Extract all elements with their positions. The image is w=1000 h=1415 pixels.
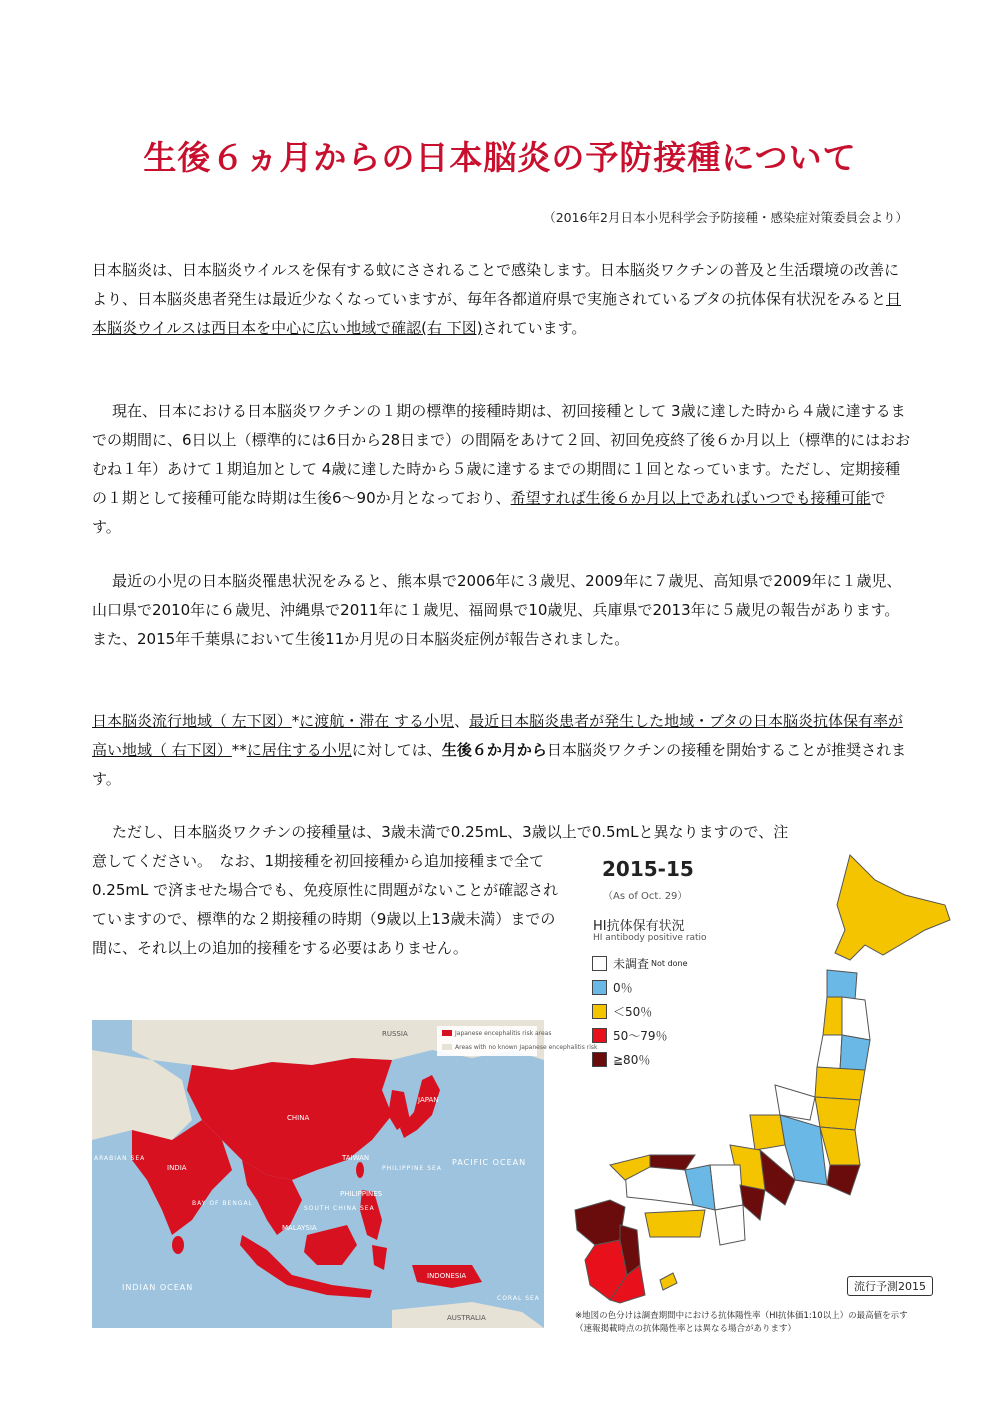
pref-fukushima (815, 1067, 865, 1100)
japan-antibody-map (565, 845, 965, 1350)
rec-underline-4: に居住する小児 (246, 741, 352, 759)
pref-ibaraki (820, 1127, 860, 1165)
paragraph-dose-first-line: ただし、日本脳炎ワクチンの接種量は、3歳未満で0.25mL、3歳以上で0.5mLと異なりますので、注 (112, 823, 789, 841)
srilanka-region (172, 1236, 184, 1254)
paragraph-cases: 最近の小児の日本脳炎罹患状況をみると、熊本県で2006年に３歳児、2009年に７歳児、高知県で2009年に１歳児、山口県で2010年に６歳児、沖縄県で2011年に１歳児、福岡県で10歳児、兵庫県で2013年に５歳児の報告があります。また、2015年千葉県において生後11か月児の日本脳炎症例が報告されました。 (92, 572, 902, 648)
rec-underline-1: 日本脳炎流行地域（ 左下図） (92, 712, 292, 730)
sea-coral: CORAL SEA (497, 1295, 540, 1302)
pref-tochigi (815, 1097, 860, 1130)
label-indonesia: INDONESIA (427, 1272, 467, 1280)
sea-arabian: ARABIAN SEA (94, 1155, 146, 1162)
paragraph-dose: 意してください。 なお、1期接種を初回接種から追加接種まで全て0.25mL で済ませた場合でも、免疫原性に問題がないことが確認されていますので、標準的な２期接種の時期（9歳以上13歳未満）までの間に、それ以上の追加的接種をする必要はありません。 (92, 852, 559, 957)
rec-mark-4: に対しては、 (351, 741, 442, 759)
sea-philippine: PHILIPPINE SEA (382, 1165, 442, 1172)
legend-swatch (592, 1052, 607, 1067)
japan-map-graphic (565, 845, 965, 1305)
pref-hokkaido (835, 855, 950, 960)
legend-swatch (592, 956, 607, 971)
paragraph-intro (92, 256, 912, 343)
legend-small: Not done (651, 959, 688, 968)
schedule-underline: 希望すれば生後６か月以上であればいつでも接種可能 (510, 489, 871, 507)
rec-underline-3: 最近日本脳炎患者が発生した地域・ブタの日本脳炎抗体保有率が高い地域（ 右下図） (92, 712, 904, 759)
rec-mark-1: * (291, 712, 300, 730)
legend-subtitle: HI antibody positive ratio (593, 933, 707, 943)
rec-mark-3: ** (231, 741, 247, 759)
legend-item-lt50 (592, 1003, 652, 1020)
intro-underline: 日本脳炎ウイルスは西日本を中心に広い地域で確認(右 下図) (92, 290, 901, 337)
asia-map-graphic (92, 1020, 598, 1328)
legend-item-not-done (592, 955, 688, 972)
legend-item-ge80 (592, 1051, 650, 1068)
forecast-badge: 流行予測2015 (847, 1276, 933, 1296)
asia-legend-swatch-none (442, 1044, 452, 1050)
label-philippines: PHILIPPINES (340, 1190, 383, 1198)
legend-swatch (592, 1004, 607, 1019)
pref-toyama (750, 1115, 785, 1150)
legend-swatch (592, 1028, 607, 1043)
pref-aomori (827, 970, 857, 1000)
legend-swatch (592, 980, 607, 995)
label-australia: AUSTRALIA (447, 1314, 486, 1322)
pref-akita (823, 997, 842, 1035)
sea-bengal: BAY OF BENGAL (192, 1200, 253, 1207)
intro-end: されています。 (482, 319, 587, 337)
pref-kyoto (710, 1165, 743, 1210)
label-japan: JAPAN (418, 1096, 439, 1104)
pref-miyagi (840, 1035, 870, 1070)
sea-pacific: PACIFIC OCEAN (452, 1158, 527, 1167)
legend-label: ＜50％ (613, 1005, 653, 1019)
rec-mark-2: 、 (454, 712, 470, 730)
schedule-end: です。 (92, 489, 886, 536)
intro-text: 日本脳炎は、日本脳炎ウイルスを保有する蚊にさされることで感染します。日本脳炎ワクチンの普及と生活環境の改善により、日本脳炎患者発生は最近少なくなっていますが、毎年各都道府県で実施されているブタの抗体保有状況をみると (92, 261, 900, 308)
legend-item-0 (592, 979, 633, 996)
pref-niigata (775, 1085, 815, 1120)
paragraph-recommendation (92, 707, 912, 794)
label-china: CHINA (287, 1114, 310, 1122)
taiwan-region (356, 1162, 364, 1178)
asia-legend-risk: Japanese encephalitis risk areas (455, 1030, 552, 1037)
pref-nara (715, 1205, 745, 1245)
legend-label: 0％ (613, 981, 633, 995)
label-india: INDIA (167, 1164, 187, 1172)
label-malaysia: MALAYSIA (282, 1224, 317, 1232)
schedule-text: 現在、日本における日本脳炎ワクチンの１期の標準的接種時期は、初回接種として 3歳に達した時から４歳に達するまでの期間に、6日以上（標準的には6日から28日まで）の間隔をあけて２回、初回免疫終了後６か月以上（標準的にはおおむね１年）あけて１期追加として 4歳に達した時から５歳に達するまでの期間に１回となっています。ただし、定期接種の１期として接種可能な時期は生後6～90か月となっており、 (92, 402, 911, 507)
legend-label: 50～79％ (613, 1029, 668, 1043)
rec-underline-2: に渡航・滞在 する小児 (299, 712, 455, 730)
map-footnote (575, 1310, 965, 1336)
pref-fukuoka (575, 1200, 625, 1245)
pref-iwate (842, 997, 870, 1040)
map-footnote-line-2: （速報掲載時点の抗体陽性率とは異なる場合があります） (575, 1324, 797, 1334)
asia-legend-swatch-risk (442, 1030, 452, 1036)
rec-end: 日本脳炎ワクチンの接種を開始することが推奨されます。 (92, 741, 907, 788)
japan-map-as-of: （As of Oct. 29） (603, 891, 688, 902)
legend-title: HI抗体保有状況 (593, 919, 685, 934)
japan-map-title: 2015-15 (602, 857, 694, 881)
page-title: 生後６ヵ月からの日本脳炎の予防接種について (143, 138, 857, 177)
sea-south-china: SOUTH CHINA SEA (304, 1205, 375, 1212)
source-note: （2016年2月日本小児科学会予防接種・感染症対策委員会より） (543, 210, 908, 225)
asia-legend-none: Areas with no known Japanese encephalitis risk (455, 1044, 598, 1051)
asia-risk-map (92, 1020, 598, 1328)
pref-islands (660, 1273, 677, 1290)
map-footnote-line-1: ※地図の色分けは調査期間中における抗体陽性率（HI抗体価1:10以上）の最高値を示す (575, 1311, 908, 1321)
rec-bold: 生後６か月から (441, 741, 547, 759)
pref-chiba (827, 1165, 860, 1195)
legend-label: ≧80％ (613, 1053, 651, 1067)
sea-indian: INDIAN OCEAN (122, 1283, 194, 1292)
label-russia: RUSSIA (382, 1030, 408, 1038)
legend-item-50-79 (592, 1027, 668, 1044)
paragraph-schedule (92, 397, 912, 542)
pref-shikoku (645, 1210, 705, 1237)
legend-label: 未調査 (613, 957, 650, 971)
pref-tottori (650, 1155, 695, 1170)
label-taiwan: TAIWAN (342, 1154, 370, 1162)
pref-yamagata (817, 1035, 842, 1070)
